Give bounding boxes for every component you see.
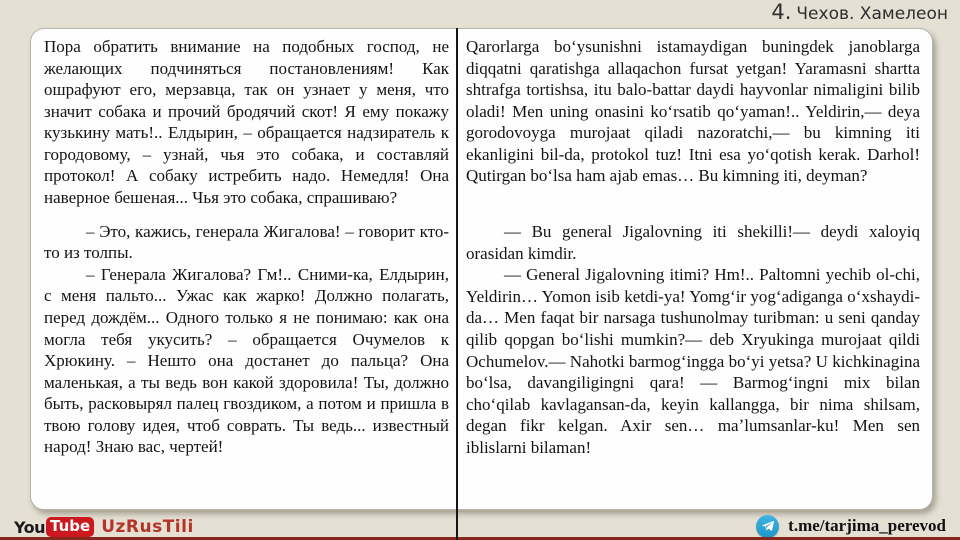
uzbek-paragraph-3: — General Jigalovning itimi? Hm!.. Paltomni yechib ol-chi, Yeldirin… Yomon isib ketdi-ya! Yomgʻir yogʻadiganga oʻxshaydi-da… Men faqat bir narsaga tushunolmay turibman: u seni qanday qilib qopgan boʻlishi mumkin?— deb Xryukinga murojaat qildi Ochumelov.— Nahotki barmogʻingga boʻyi yetsa? U kichkinagina boʻlsa, davangiligingni qara! — Barmogʻingni mix bilan choʻqilab kavlagansan-da, keyin kallangga, bir nima shilsam, degan fikr kelgan. Axir sen… maʼlumsanlar-ku! Men sen iblislarni bilaman! [466,265,920,457]
youtube-logo-you: You [14,517,45,537]
page-title [771,0,948,26]
youtube-logo-icon: Tube [46,517,94,537]
channel-name: UzRusTili [101,517,194,537]
telegram-link[interactable] [756,513,946,539]
uzbek-text-column [456,29,932,509]
russian-text-column [31,29,456,509]
youtube-channel-watermark[interactable] [14,515,194,539]
uzbek-paragraph-2: — Bu general Jigalovning iti shekilli!— deydi xaloyiq orasidan kimdir. [466,222,920,263]
chapter-number: 4. [771,0,792,24]
russian-paragraph-1: Пора обратить внимание на подобных господ, не желающих подчиняться постановлениям! Как ошрафуют его, мерзавца, так он узнает у меня, что значит собака и прочий бродячий скот! Я ему покажу кузькину мать!.. Елдырин, – обращается надзиратель к городовому, – узнай, чья это собака, и составляй протокол! А собаку истребить надо. Немедля! Она наверное бешеная... Чья это собака, спрашиваю? [44,37,449,208]
telegram-handle: t.me/tarjima_perevod [788,516,946,535]
chapter-title: Чехов. Хамелеон [796,4,948,24]
column-divider [456,28,458,540]
text-panel [30,28,933,510]
russian-paragraph-2: – Это, кажись, генерала Жигалова! – говорит кто-то из толпы. [44,221,449,263]
uzbek-paragraph-1: Qarorlarga boʻysunishni istamaydigan buningdek janoblarga diqqatni qaratishga allaqachon fursat yetgan! Yaramasni shartta shtrafga tortishsa, itu balo-battar daydi hayvonlar nimaligini bilib oladi! Men uning onasini koʻrsatib qoʻyaman!.. Yeldirin,— deya gorodovoyga murojaat qiladi nazoratchi,— bu kimning iti ekanligini bil-da, protokol tuz! Itni esa yoʻqotish kerak. Darhol! Qutirgan boʻlsa ham ajab emas… Bu kimning iti, deyman? [466,37,920,186]
telegram-icon [756,515,779,538]
russian-paragraph-3: – Генерала Жигалова? Гм!.. Сними-ка, Елдырин, с меня пальто... Ужас как жарко! Должно полагать, перед дождём... Одного только я не понимаю: как она могла тебя укусить? – обращается Очумелов к Хрюкину. – Нешто она достанет до пальца? Она маленькая, а ты ведь вон какой здоровила! Ты, должно быть, расковырял палец гвоздиком, а потом и пришла в твою голову идея, чтоб соврать. Ты ведь... известный народ! Знаю вас, чертей! [44,264,449,457]
